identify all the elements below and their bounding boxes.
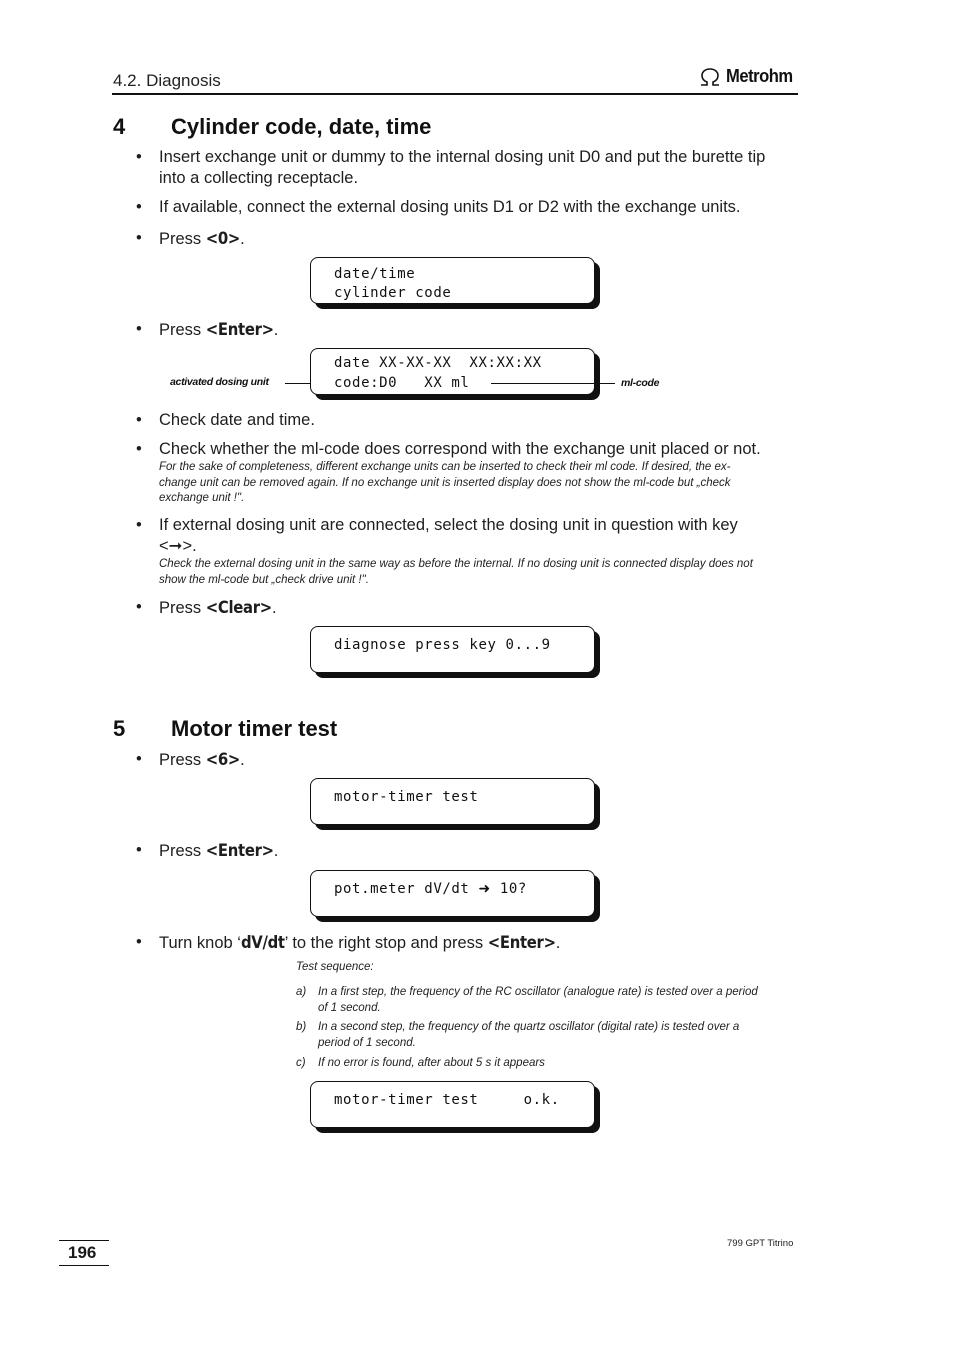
bullet-dot: • xyxy=(136,598,142,616)
turn-label: ’ to the right stop and press xyxy=(284,934,488,952)
note-line: If no error is found, after about 5 s it appears xyxy=(318,1057,545,1069)
display-motor-timer xyxy=(310,778,595,825)
bullet-text xyxy=(159,840,278,862)
display-line: diagnose press key 0...9 xyxy=(334,637,551,653)
note-completeness xyxy=(159,460,731,507)
key-enter: <Enter> xyxy=(487,933,556,952)
sequence-step-c xyxy=(318,1056,545,1072)
display-diagnose xyxy=(310,626,595,673)
press-label: Press xyxy=(159,599,206,617)
bullet-dot: • xyxy=(136,148,142,166)
header-rule xyxy=(112,93,798,95)
bullet-dot: • xyxy=(136,229,142,247)
bullet-dot: • xyxy=(136,750,142,768)
bullet-text: If external dosing unit are connected, select the dosing unit in question with key xyxy=(159,516,738,534)
note-line: exchange unit !". xyxy=(159,492,245,504)
key-enter: <Enter> xyxy=(205,841,274,860)
bullet-text: Insert exchange unit or dummy to the internal dosing unit D0 and put the burette tip xyxy=(159,148,766,166)
period: . xyxy=(271,599,277,617)
key-0: <0> xyxy=(205,229,241,248)
display-line: code:D0 XX ml xyxy=(334,375,470,391)
metrohm-logo xyxy=(698,66,799,87)
display-text: pot.meter dV/dt xyxy=(334,881,479,897)
display-line: motor-timer test o.k. xyxy=(334,1092,560,1108)
key-arrow: <➞> xyxy=(159,537,193,555)
section-4-heading xyxy=(113,114,431,140)
label-ml-code: ml-code xyxy=(621,377,660,389)
section-5-heading xyxy=(113,716,337,742)
press-label: Press xyxy=(159,321,206,339)
display-line: date/time xyxy=(334,266,416,282)
period: . xyxy=(555,934,561,952)
note-line: Check the external dosing unit in the same way as before the internal. If no dosing unit is connected display does not xyxy=(159,558,753,570)
bullet-text: into a collecting receptacle. xyxy=(159,169,359,187)
display-motor-timer-ok xyxy=(310,1081,595,1128)
period: . xyxy=(240,751,245,769)
display-date-cylinder xyxy=(310,257,595,304)
bullet-text: Check whether the ml-code does correspond with the exchange unit placed or not. xyxy=(159,440,761,458)
display-line xyxy=(334,881,527,897)
bullet-dot: • xyxy=(136,411,142,429)
note-line: period of 1 second. xyxy=(318,1036,416,1049)
sequence-label-b: b) xyxy=(296,1021,307,1033)
bullet-text: If available, connect the external dosing units D1 or D2 with the exchange units. xyxy=(159,198,741,216)
product-name: 799 GPT Titrino xyxy=(727,1238,794,1249)
display-date-code xyxy=(310,348,595,395)
bullet-text: Check date and time. xyxy=(159,411,315,429)
note-line: In a second step, the frequency of the quartz oscillator (digital rate) is tested over a xyxy=(318,1021,740,1033)
bullet-text xyxy=(159,319,278,341)
note-line: change unit can be removed again. If no exchange unit is inserted display does not show the ml-code but „check xyxy=(159,476,731,489)
key-clear: <Clear> xyxy=(205,598,272,617)
bullet-text xyxy=(159,932,560,954)
bullet-text xyxy=(159,228,245,250)
sequence-step-a xyxy=(318,985,758,1016)
bullet-dot: • xyxy=(136,841,142,859)
press-label: Press xyxy=(159,751,206,769)
press-label: Press xyxy=(159,230,206,248)
arrow-right-icon: ➜ xyxy=(478,881,491,897)
sequence-step-b xyxy=(318,1020,739,1051)
display-text: 10? xyxy=(490,881,527,897)
bullet-text xyxy=(159,749,245,771)
bullet-text xyxy=(159,597,277,619)
note-line: In a first step, the frequency of the RC oscillator (analogue rate) is tested over a period xyxy=(318,986,758,998)
test-sequence-heading: Test sequence: xyxy=(296,961,374,973)
sequence-label-c: c) xyxy=(296,1057,306,1069)
section-5-title: Motor timer test xyxy=(171,716,338,741)
display-pot-meter xyxy=(310,870,595,917)
note-external-unit xyxy=(159,557,753,588)
press-label: Press xyxy=(159,842,206,860)
key-enter: <Enter> xyxy=(205,320,274,339)
section-4-title: Cylinder code, date, time xyxy=(171,114,432,139)
sequence-label-a: a) xyxy=(296,986,307,998)
logo-text: Metrohm xyxy=(726,66,793,86)
running-header: 4.2. Diagnosis xyxy=(113,71,221,90)
section-5-number: 5 xyxy=(113,716,126,741)
bullet-dot: • xyxy=(136,933,142,951)
period: . xyxy=(240,230,245,248)
display-line: motor-timer test xyxy=(334,789,479,805)
period: . xyxy=(192,537,197,555)
period: . xyxy=(273,842,279,860)
bullet-dot: • xyxy=(136,516,142,534)
knob-dvdt: dV/dt xyxy=(240,933,285,952)
period: . xyxy=(273,321,279,339)
page-number: 196 xyxy=(59,1240,109,1266)
omega-icon xyxy=(698,67,722,87)
bullet-dot: • xyxy=(136,198,142,216)
note-line: For the sake of completeness, different exchange units can be inserted to check their ml code. If desired, the ex- xyxy=(159,461,731,473)
bullet-dot: • xyxy=(136,320,142,338)
key-6: <6> xyxy=(205,750,241,769)
section-4-number: 4 xyxy=(113,114,126,139)
display-line: date XX-XX-XX XX:XX:XX xyxy=(334,355,542,371)
display-line: cylinder code xyxy=(334,285,452,301)
note-line: show the ml-code but „check drive unit !". xyxy=(159,573,369,586)
bullet-dot: • xyxy=(136,440,142,458)
note-line: of 1 second. xyxy=(318,1001,381,1014)
connector-line-right xyxy=(491,383,615,384)
label-activated-dosing-unit: activated dosing unit xyxy=(170,376,269,388)
bullet-text xyxy=(159,536,197,557)
turn-label: Turn knob ‘ xyxy=(159,934,241,952)
